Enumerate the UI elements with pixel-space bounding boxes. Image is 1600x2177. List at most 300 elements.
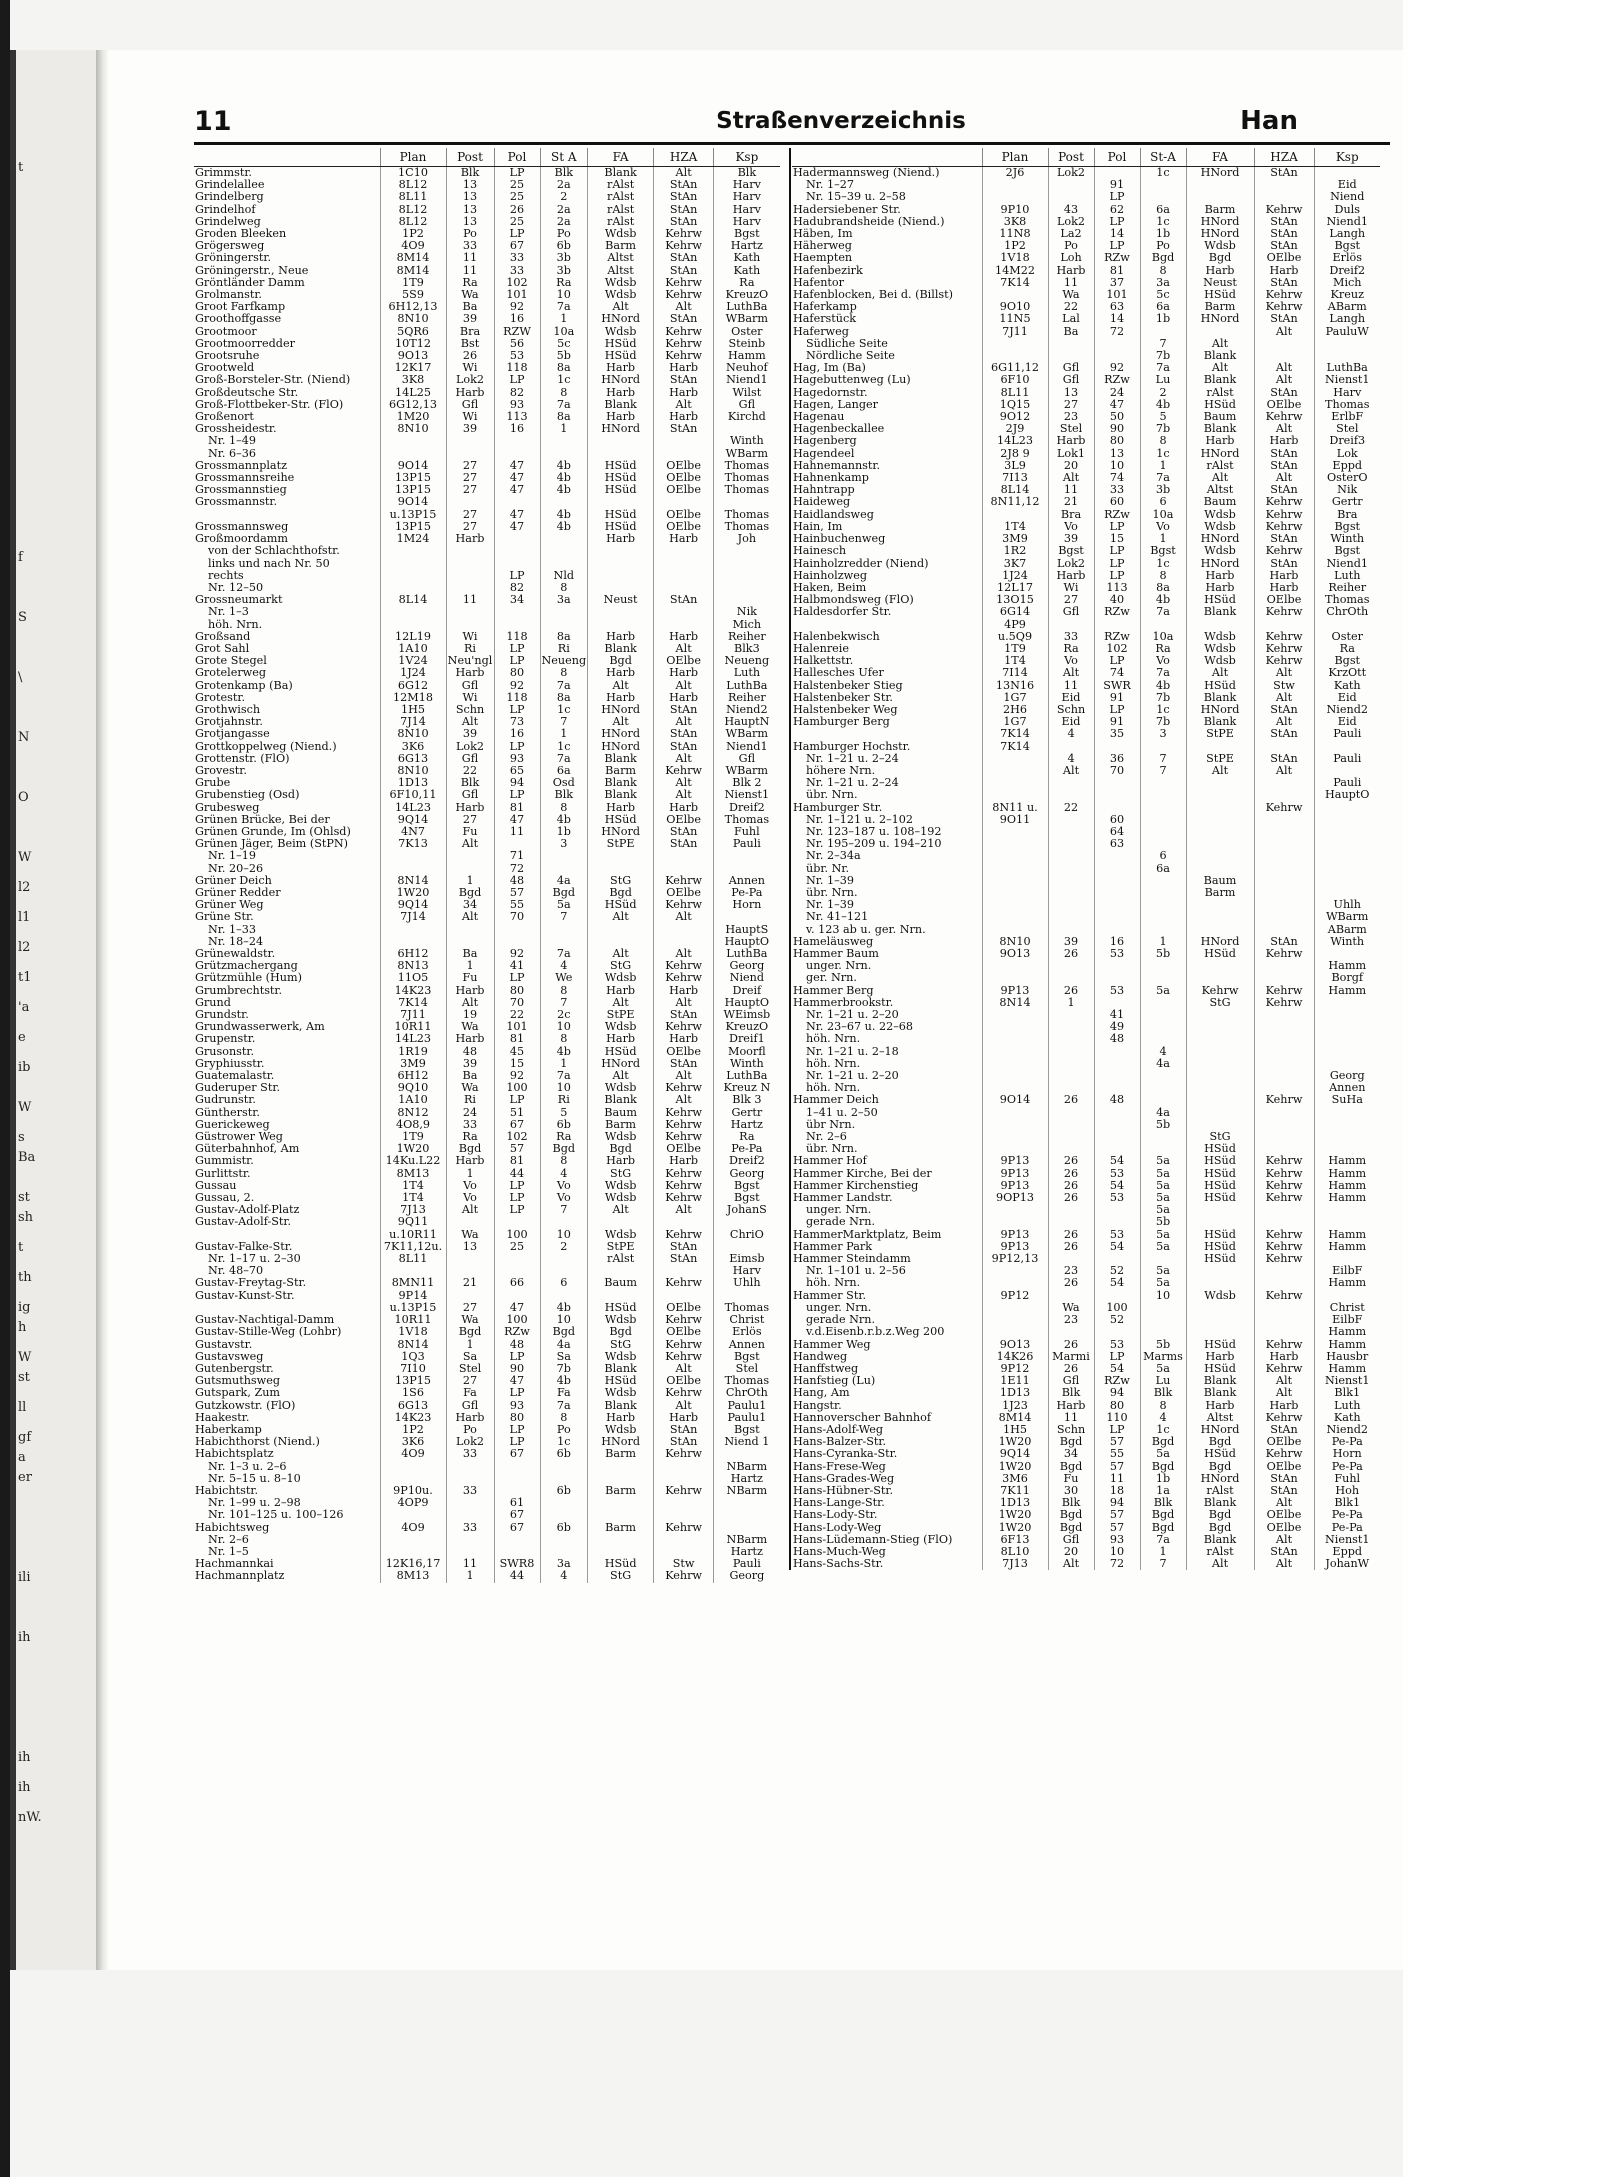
street-name-cell: Grossheidestr. (195, 423, 277, 436)
table-cell: 7I14 (982, 667, 1048, 679)
table-cell: 5a (1140, 1277, 1186, 1289)
table-cell (1186, 1082, 1254, 1094)
table-cell: HNord (1186, 936, 1254, 948)
column-header (194, 148, 380, 167)
table-cell (982, 1204, 1048, 1216)
table-cell: Nienst1 (1314, 1534, 1380, 1546)
table-cell: 92 (494, 680, 540, 692)
table-cell: 11 (1048, 1412, 1094, 1424)
table-cell: StAn (654, 1058, 714, 1070)
table-cell: HauptO (714, 997, 780, 1009)
table-row (194, 1314, 780, 1326)
table-cell: 100 (1094, 1302, 1140, 1314)
table-cell (1094, 1082, 1140, 1094)
table-cell: 3b (540, 265, 588, 277)
table-cell: Blk (1140, 1497, 1186, 1509)
street-name-cell: Großmoordamm (195, 533, 288, 546)
table-cell: 1M20 (380, 411, 446, 423)
table-cell: 7 (540, 997, 588, 1009)
table-row (194, 1009, 780, 1021)
table-cell (380, 1509, 446, 1521)
table-cell (982, 887, 1048, 899)
street-name-cell: Grotjahnstr. (195, 716, 263, 729)
table-cell: Ri (540, 643, 588, 655)
table-cell (1254, 1216, 1314, 1228)
street-name-cell: Nr. 1–17 u. 2–30 (208, 1253, 301, 1266)
table-cell (494, 558, 540, 570)
table-cell: 16 (1094, 936, 1140, 948)
table-cell: 8M14 (380, 252, 446, 264)
table-cell (982, 1009, 1048, 1021)
table-cell: LP (1094, 545, 1140, 557)
table-cell: Ba (446, 1070, 494, 1082)
table-cell: 10 (540, 289, 588, 301)
table-cell: Winth (1314, 936, 1380, 948)
table-cell: Harb (1186, 435, 1254, 447)
table-cell (714, 1448, 780, 1460)
table-row (194, 240, 780, 252)
table-cell: Pe-Pa (1314, 1461, 1380, 1473)
table-cell: 11 (446, 265, 494, 277)
table-cell: HSüd (1186, 1229, 1254, 1241)
table-cell: Pauli (714, 838, 780, 850)
table-cell: 9P12 (982, 1363, 1048, 1375)
table-cell (1140, 1302, 1186, 1314)
table-cell: 9P13 (982, 1168, 1048, 1180)
table-cell: Duls (1314, 204, 1380, 216)
table-cell: 4O9 (380, 1522, 446, 1534)
street-name-cell: Grützmühle (Hum) (195, 972, 302, 985)
previous-page-text-fragment: t (18, 160, 24, 175)
table-cell: 2 (540, 191, 588, 203)
table-cell: Kehrw (1254, 1253, 1314, 1265)
table-cell: Bgd (1186, 1522, 1254, 1534)
table-cell: Bgst (1314, 521, 1380, 533)
table-cell: 1 (540, 1058, 588, 1070)
street-name-cell: übr. Nrn. (806, 789, 858, 802)
table-cell: Ra (1048, 643, 1094, 655)
table-cell: OElbe (654, 509, 714, 521)
table-cell (1254, 911, 1314, 923)
table-cell (588, 582, 654, 594)
table-cell: 8L11 (982, 387, 1048, 399)
table-cell: OElbe (1254, 252, 1314, 264)
table-cell: Alt (654, 911, 714, 923)
table-row (792, 631, 1380, 643)
table-cell: Dreif1 (714, 1033, 780, 1045)
table-cell: StAn (1254, 313, 1314, 325)
table-row (792, 1534, 1380, 1546)
table-cell: Alt (1254, 1375, 1314, 1387)
table-cell (1186, 1021, 1254, 1033)
table-cell: Pe-Pa (1314, 1509, 1380, 1521)
street-name-cell: Hammer Weg (793, 1338, 871, 1351)
table-cell: Wdsb (1186, 509, 1254, 521)
table-cell: Harb (446, 1155, 494, 1167)
table-cell: Alt (1048, 472, 1094, 484)
street-name-cell: Hain, Im (793, 520, 843, 533)
street-name-cell: Hameläusweg (793, 935, 874, 948)
table-cell: 10 (540, 1021, 588, 1033)
table-cell (1094, 1253, 1140, 1265)
table-cell: Harb (446, 1033, 494, 1045)
table-cell: 39 (446, 728, 494, 740)
table-cell (1314, 350, 1380, 362)
table-cell: Luth (714, 667, 780, 679)
table-cell: 27 (446, 521, 494, 533)
table-cell: 7b (540, 1363, 588, 1375)
table-cell: Wa (446, 1229, 494, 1241)
street-name-cell: Grottenstr. (FlO) (195, 752, 290, 765)
table-cell: OElbe (1254, 399, 1314, 411)
table-cell: StAn (1254, 728, 1314, 740)
table-cell: Kehrw (1254, 301, 1314, 313)
table-row (792, 411, 1380, 423)
street-name-cell: Gustav-Freytag-Str. (195, 1277, 307, 1290)
table-cell: Baum (588, 1277, 654, 1289)
table-cell: 34 (494, 594, 540, 606)
table-cell (380, 448, 446, 460)
table-cell: Erlös (1314, 252, 1380, 264)
table-cell: Alt (654, 1204, 714, 1216)
table-cell: 13 (446, 1241, 494, 1253)
table-cell: HSüd (1186, 289, 1254, 301)
table-cell: 10a (1140, 509, 1186, 521)
table-cell: StAn (654, 265, 714, 277)
table-cell: 7K14 (380, 997, 446, 1009)
table-cell: Fu (1048, 1473, 1094, 1485)
table-cell: 3a (1140, 277, 1186, 289)
table-cell: Blk3 (714, 643, 780, 655)
table-cell: Blank (588, 777, 654, 789)
table-row (194, 1253, 780, 1265)
table-cell (588, 619, 654, 631)
table-cell: 26 (1048, 948, 1094, 960)
table-cell (982, 1277, 1048, 1289)
table-cell (494, 1290, 540, 1302)
table-cell: Alt (1186, 472, 1254, 484)
table-cell: Kehrw (1254, 411, 1314, 423)
street-name-cell: Nr. 23–67 u. 22–68 (806, 1021, 914, 1034)
table-cell (1186, 911, 1254, 923)
street-name-cell: Nr. 6–36 (208, 447, 256, 460)
table-cell: Barm (588, 1485, 654, 1497)
table-cell (588, 1461, 654, 1473)
table-cell: Kreuz (1314, 289, 1380, 301)
table-cell (1254, 1082, 1314, 1094)
table-cell: 57 (494, 887, 540, 899)
table-cell: LP (494, 228, 540, 240)
table-cell: Eppd (1314, 1546, 1380, 1558)
table-cell: 9P10u. (380, 1485, 446, 1497)
table-cell: 23 (1048, 1265, 1094, 1277)
column-header: Ksp (714, 148, 780, 167)
table-cell: Harb (654, 387, 714, 399)
table-row (194, 606, 780, 618)
table-cell: Alt (654, 716, 714, 728)
table-cell (714, 1522, 780, 1534)
table-cell (1048, 863, 1094, 875)
street-name-cell: Gustavsweg (195, 1350, 264, 1363)
table-cell (1140, 789, 1186, 801)
table-cell: Dreif (714, 985, 780, 997)
table-cell: 1W20 (982, 1522, 1048, 1534)
table-cell: 1c (1140, 167, 1186, 180)
table-cell: Niend2 (1314, 704, 1380, 716)
table-cell: 64 (1094, 826, 1140, 838)
table-cell (588, 496, 654, 508)
table-cell: StPE (588, 1009, 654, 1021)
table-cell: ChriO (714, 1229, 780, 1241)
right-column-block (792, 148, 1390, 1570)
street-name-cell: rechts (208, 569, 244, 582)
previous-page-text-fragment: ll (18, 1400, 27, 1415)
table-cell (540, 1546, 588, 1558)
table-cell: LP (1094, 655, 1140, 667)
street-name-cell: Nr. 1–39 (806, 899, 854, 912)
table-cell: HSüd (588, 899, 654, 911)
table-cell (1094, 1290, 1140, 1302)
street-name-cell: Hafenblocken, Bei d. (Billst) (793, 289, 954, 302)
table-cell: RZw (1094, 631, 1140, 643)
table-cell: Kehrw (654, 1570, 714, 1582)
table-cell: Harb (588, 667, 654, 679)
table-cell: 1c (1140, 704, 1186, 716)
street-name-cell: Hainbuchenweg (793, 533, 886, 546)
table-cell (1140, 1082, 1186, 1094)
table-cell: Stw (1254, 680, 1314, 692)
table-cell (654, 850, 714, 862)
table-cell (380, 1265, 446, 1277)
table-cell: Bgd (446, 887, 494, 899)
street-name-cell: Hagen, Langer (793, 398, 878, 411)
table-cell (1254, 1107, 1314, 1119)
table-cell: Fuhl (714, 826, 780, 838)
table-cell: 1T4 (380, 1192, 446, 1204)
table-cell (1140, 1094, 1186, 1106)
table-cell: Alt (654, 1094, 714, 1106)
table-row (194, 423, 780, 435)
table-cell: 4P9 (982, 619, 1048, 631)
table-cell: Winth (714, 1058, 780, 1070)
table-cell: 92 (494, 301, 540, 313)
table-cell: Kehrw (1254, 948, 1314, 960)
table-cell: 5QR6 (380, 326, 446, 338)
table-cell: Hamm (1314, 1192, 1380, 1204)
table-cell: StAn (654, 1241, 714, 1253)
table-row (792, 1485, 1380, 1497)
table-cell: 7K14 (982, 277, 1048, 289)
table-row (194, 350, 780, 362)
table-row (194, 753, 780, 765)
table-cell: 92 (494, 1070, 540, 1082)
table-row (792, 936, 1380, 948)
table-cell: 67 (494, 1522, 540, 1534)
street-name-cell: Hanfstieg (Lu) (793, 1375, 876, 1388)
previous-page-text-fragment: l2 (18, 880, 31, 895)
table-cell: 11 (446, 594, 494, 606)
table-cell: Wa (446, 1082, 494, 1094)
table-cell: 27 (446, 814, 494, 826)
table-row (792, 741, 1380, 753)
table-cell: 93 (494, 1400, 540, 1412)
table-cell: JohanS (714, 1204, 780, 1216)
table-cell: StAn (1254, 228, 1314, 240)
street-name-cell: Gutenbergstr. (195, 1362, 274, 1375)
table-cell (540, 850, 588, 862)
table-cell: Kehrw (1254, 643, 1314, 655)
table-cell: 1V18 (982, 252, 1048, 264)
table-cell (1048, 1216, 1094, 1228)
table-cell: 1T4 (982, 521, 1048, 533)
table-cell (1186, 1204, 1254, 1216)
table-cell: Barm (588, 765, 654, 777)
table-cell: HSüd (1186, 1143, 1254, 1155)
table-cell (714, 423, 780, 435)
table-cell: LP (494, 643, 540, 655)
table-cell: Kehrw (1254, 496, 1314, 508)
table-cell (1094, 997, 1140, 1009)
table-cell: 13 (446, 191, 494, 203)
table-cell: HSüd (1186, 1168, 1254, 1180)
table-cell: 94 (1094, 1387, 1140, 1399)
table-cell (380, 582, 446, 594)
table-cell (1140, 802, 1186, 814)
table-cell (1140, 1314, 1186, 1326)
table-cell: 118 (494, 692, 540, 704)
table-cell (1140, 191, 1186, 203)
table-cell: Oster (1314, 631, 1380, 643)
table-cell (588, 1290, 654, 1302)
table-cell (1186, 863, 1254, 875)
table-cell: 9Q14 (982, 1448, 1048, 1460)
table-cell (982, 765, 1048, 777)
table-cell: 74 (1094, 667, 1140, 679)
table-cell: Wi (446, 692, 494, 704)
table-cell (494, 448, 540, 460)
table-cell: 24 (446, 1107, 494, 1119)
table-cell: HSüd (1186, 948, 1254, 960)
table-cell: 6a (1140, 204, 1186, 216)
table-cell: Wilst (714, 387, 780, 399)
table-cell: StAn (1254, 753, 1314, 765)
table-cell: HNord (1186, 1473, 1254, 1485)
street-name-cell (792, 728, 982, 740)
table-cell: HSüd (1186, 399, 1254, 411)
table-cell: 33 (446, 1485, 494, 1497)
table-cell (1314, 997, 1380, 1009)
table-cell (1048, 1070, 1094, 1082)
table-cell: Pauli (1314, 728, 1380, 740)
table-cell: Bst (446, 338, 494, 350)
table-cell: Harb (1048, 570, 1094, 582)
table-cell (1254, 179, 1314, 191)
table-cell: Harb (1254, 582, 1314, 594)
street-name-cell: Nr. 1–21 u. 2–20 (806, 1009, 899, 1022)
table-row (792, 1302, 1380, 1314)
table-cell: 9O11 (982, 814, 1048, 826)
table-cell: 8N10 (380, 313, 446, 325)
table-cell (1254, 1314, 1314, 1326)
table-cell: Ra (446, 1131, 494, 1143)
table-cell: 10 (540, 1082, 588, 1094)
table-cell: 13 (446, 216, 494, 228)
table-cell: Bgd (1140, 1509, 1186, 1521)
table-cell: 13 (1094, 448, 1140, 460)
table-cell: 30 (1048, 1485, 1094, 1497)
table-cell: Wdsb (1186, 545, 1254, 557)
table-cell: LP (494, 655, 540, 667)
table-cell (1186, 1094, 1254, 1106)
table-cell (1140, 826, 1186, 838)
table-cell: 6b (540, 1119, 588, 1131)
table-row (792, 960, 1380, 972)
table-cell (982, 179, 1048, 191)
table-cell: Alt (1254, 374, 1314, 386)
table-cell: Kehrw (654, 972, 714, 984)
table-cell (1254, 1143, 1314, 1155)
table-row (792, 1241, 1380, 1253)
table-cell (588, 1216, 654, 1228)
table-cell: 26 (1048, 1363, 1094, 1375)
table-row (194, 1302, 780, 1314)
table-cell: Pe-Pa (1314, 1436, 1380, 1448)
table-cell: 27 (446, 509, 494, 521)
table-cell: 9O14 (380, 496, 446, 508)
table-cell: 101 (494, 1021, 540, 1033)
table-cell: Bgst (714, 228, 780, 240)
table-cell (588, 448, 654, 460)
table-cell: StPE (588, 1241, 654, 1253)
table-cell (654, 1265, 714, 1277)
table-cell (1140, 899, 1186, 911)
table-cell (1094, 619, 1140, 631)
table-cell: Harb (446, 985, 494, 997)
table-row (792, 850, 1380, 862)
table-cell: Ba (446, 301, 494, 313)
previous-page-text-fragment: ih (18, 1780, 31, 1795)
table-row (792, 838, 1380, 850)
table-cell (540, 435, 588, 447)
table-cell: 92 (1094, 362, 1140, 374)
table-cell: Gfl (1048, 1534, 1094, 1546)
table-cell: Blank (1186, 1497, 1254, 1509)
table-cell: 9OP13 (982, 1192, 1048, 1204)
table-cell: HSüd (588, 509, 654, 521)
table-row (792, 1412, 1380, 1424)
table-cell: OElbe (654, 887, 714, 899)
table-cell: 6F10 (982, 374, 1048, 386)
table-cell: Kehrw (654, 1448, 714, 1460)
table-cell: 7 (1140, 1558, 1186, 1570)
table-cell: Gfl (1048, 374, 1094, 386)
table-cell: HNord (1186, 448, 1254, 460)
table-cell: Joh (714, 533, 780, 545)
table-cell (1094, 338, 1140, 350)
table-cell (1254, 814, 1314, 826)
table-cell: Paulu1 (714, 1400, 780, 1412)
table-cell: Kath (714, 265, 780, 277)
table-cell: LP (1094, 570, 1140, 582)
table-cell: NBarm (714, 1461, 780, 1473)
table-cell (654, 1497, 714, 1509)
table-cell: 67 (494, 1119, 540, 1131)
table-cell (1254, 887, 1314, 899)
table-cell: Kirchd (714, 411, 780, 423)
table-cell: 82 (494, 582, 540, 594)
table-cell (1048, 789, 1094, 801)
previous-page-text-fragment: Ba (18, 1150, 36, 1165)
